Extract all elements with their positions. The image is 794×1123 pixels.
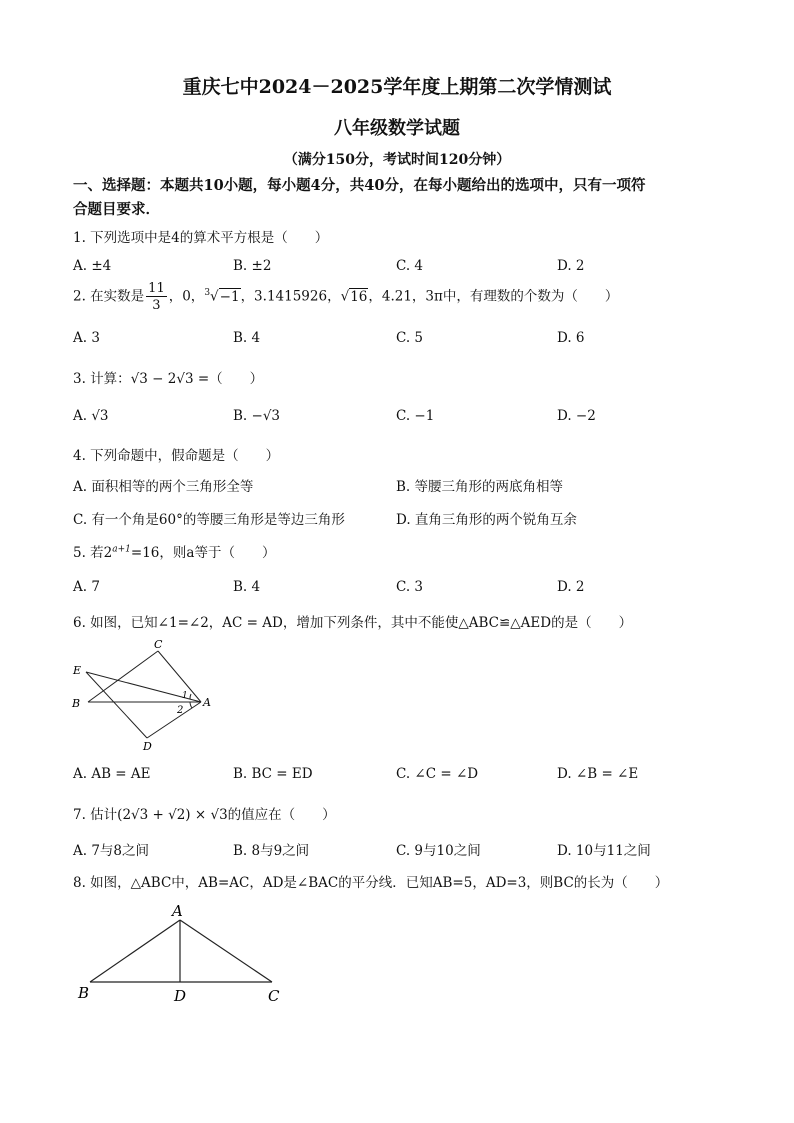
q6-option-b: B. BC = ED — [233, 766, 313, 782]
line-ED — [86, 672, 147, 738]
q2-cube-body: −1 — [219, 288, 240, 305]
q1-option-c: C. 4 — [396, 258, 424, 274]
exam-note: （满分150分，考试时间120分钟） — [283, 152, 511, 168]
q8-label-A: A — [172, 902, 183, 920]
q2-option-d: D. 6 — [557, 330, 585, 346]
q5-exponent: a+1 — [112, 544, 131, 555]
q4-option-b: B. 等腰三角形的两底角相等 — [396, 479, 564, 495]
q8-label-C: C — [268, 987, 280, 1005]
q4-option-a: A. 面积相等的两个三角形全等 — [73, 479, 254, 495]
q2-option-b: B. 4 — [233, 330, 261, 346]
line-DA — [147, 702, 201, 738]
q6-option-c: C. ∠C = ∠D — [396, 766, 479, 782]
q2-frac-den: 3 — [152, 298, 161, 313]
q3-option-b: B. −√3 — [233, 408, 281, 424]
q4-option-c: C. 有一个角是60°的等腰三角形是等边三角形 — [73, 512, 345, 528]
q4-option-d: D. 直角三角形的两个锐角互余 — [396, 512, 577, 528]
q6-option-a: A. AB = AE — [73, 766, 151, 782]
q2-suffix: ，4.21，3π中，有理数的个数为（ ） — [368, 288, 619, 305]
page-subtitle: 八年级数学试题 — [334, 118, 460, 139]
question-1-stem: 1. 下列选项中是4的算术平方根是（ ） — [73, 230, 329, 246]
q6-option-d: D. ∠B = ∠E — [557, 766, 639, 782]
question-5-stem — [73, 541, 275, 561]
section-heading-line2: 合题目要求． — [73, 201, 160, 218]
q5-option-d: D. 2 — [557, 579, 585, 595]
q8-label-B: B — [78, 984, 90, 1002]
q3-option-c: C. −1 — [396, 408, 435, 424]
q7-option-c: C. 9与10之间 — [396, 843, 481, 859]
angle-arc-1 — [190, 694, 191, 699]
q6-figure — [66, 636, 226, 754]
q2-option-c: C. 5 — [396, 330, 424, 346]
q3-option-d: D. −2 — [557, 408, 596, 424]
question-8-stem: 8. 如图，△ABC中，AB=AC，AD是∠BAC的平分线．已知AB=5，AD=3，则BC的长为（ ） — [73, 875, 669, 891]
q2-mid2: ，3.1415926， — [240, 288, 341, 305]
q2-mid1: ，0， — [168, 288, 205, 305]
q2-sqrt-body: 16 — [350, 288, 368, 305]
q3-expr: √3 − 2√3 =（ ） — [130, 371, 264, 387]
q6-label-C: C — [154, 638, 163, 651]
q1-option-a: A. ±4 — [73, 258, 112, 274]
q2-cube-index: 3 — [204, 288, 211, 298]
q5-option-a: A. 7 — [73, 579, 100, 595]
q8-figure — [72, 898, 292, 1008]
q6-label-B: B — [72, 697, 81, 710]
q6-label-2: 2 — [177, 705, 184, 716]
question-4-stem: 4. 下列命题中，假命题是（ ） — [73, 448, 280, 464]
q6-label-E: E — [73, 664, 82, 677]
q6-label-1: 1 — [182, 691, 188, 701]
q2-frac-num: 11 — [148, 281, 165, 296]
line-CA — [158, 651, 201, 702]
q6-label-A: A — [203, 696, 211, 709]
question-6-stem: 6. 如图，已知∠1=∠2，AC = AD，增加下列条件，其中不能使△ABC≌△AED的是（ ） — [73, 615, 633, 631]
q2-fraction — [146, 282, 167, 312]
angle-arc-2 — [190, 702, 192, 708]
q3-prefix: 3. 计算： — [73, 371, 131, 387]
q2-option-a: A. 3 — [73, 330, 100, 346]
q5-prefix: 5. 若2 — [73, 545, 113, 561]
line-BA — [90, 920, 180, 982]
q8-label-D: D — [174, 987, 187, 1005]
question-2-stem: 2. 在实数是 $\frac{11}{3}$ ，0，$^3$√−1，3.1415926，√16，4.21，3π中，有理数的个数为（ ） — [73, 281, 619, 313]
q2-prefix: 2. 在实数是 — [73, 288, 145, 305]
question-3-stem — [73, 367, 263, 387]
q5-option-b: B. 4 — [233, 579, 261, 595]
q7-option-d: D. 10与11之间 — [557, 843, 651, 859]
q1-option-b: B. ±2 — [233, 258, 272, 274]
q7-option-b: B. 8与9之间 — [233, 843, 310, 859]
q3-option-a: A. √3 — [73, 408, 109, 424]
q5-suffix: =16，则a等于（ ） — [130, 545, 276, 561]
q5-option-c: C. 3 — [396, 579, 424, 595]
line-AC — [180, 920, 272, 982]
q6-label-D: D — [143, 740, 152, 753]
section-heading-line1: 一、选择题：本题共10小题，每小题4分，共40分，在每小题给出的选项中，只有一项符 — [73, 177, 646, 194]
q1-option-d: D. 2 — [557, 258, 585, 274]
q7-option-a: A. 7与8之间 — [73, 843, 150, 859]
question-7-stem: 7. 估计(2√3 + √2) × √3的值应在（ ） — [73, 807, 336, 823]
line-BC — [88, 651, 158, 702]
page-title: 重庆七中2024－2025学年度上期第二次学情测试 — [182, 76, 612, 98]
